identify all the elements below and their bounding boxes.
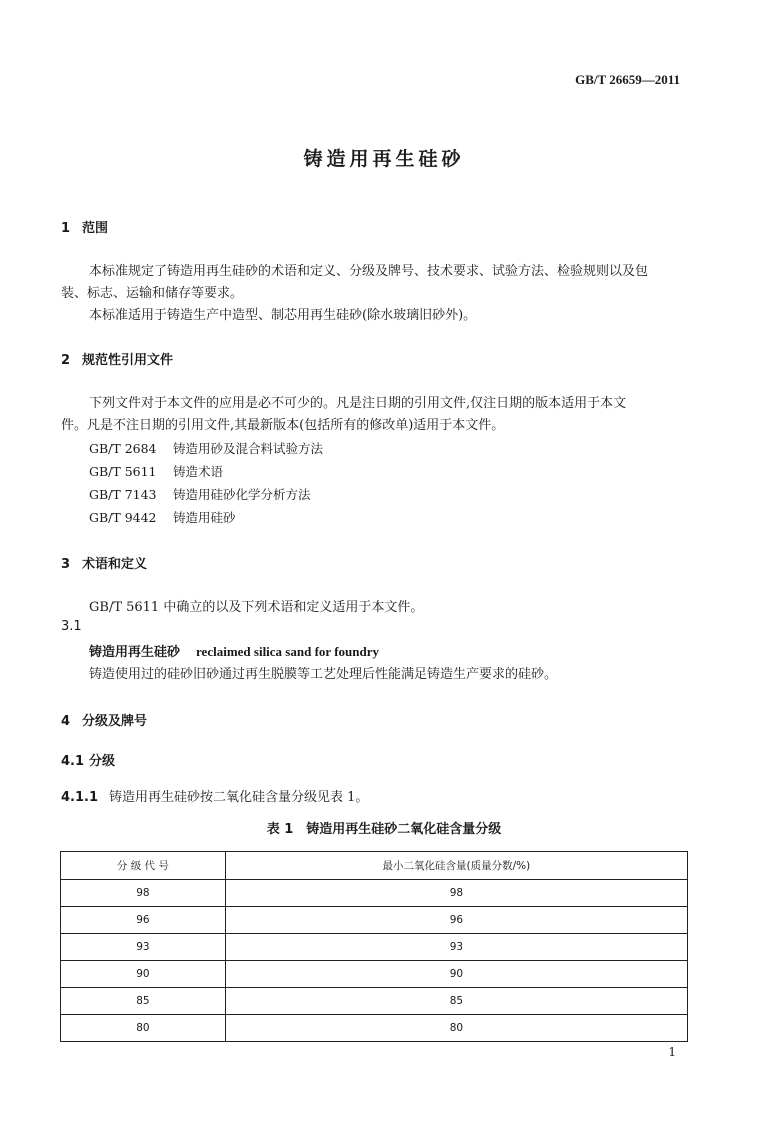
section-title: 分级及牌号 — [82, 714, 148, 729]
grade-code-cell: 85 — [61, 988, 226, 1015]
document-code: GB/T 26659—2011 — [575, 72, 680, 87]
table-caption: 表 1 铸造用再生硅砂二氧化硅含量分级 — [266, 822, 502, 837]
table-row — [61, 880, 688, 907]
table-row — [61, 961, 688, 988]
reference-item — [89, 508, 236, 526]
min-sio2-cell: 80 — [225, 1015, 687, 1042]
paragraph: GB/T 5611 中确立的以及下列术语和定义适用于本文件。 — [89, 600, 424, 615]
table-row — [61, 988, 688, 1015]
subsection-title: 分级 — [89, 754, 116, 769]
section-heading-normative-references — [61, 349, 173, 368]
min-sio2-cell: 93 — [225, 934, 687, 961]
reference-item — [89, 462, 223, 480]
grade-code-cell: 93 — [61, 934, 226, 961]
grade-code-cell: 96 — [61, 907, 226, 934]
reference-title: 铸造用砂及混合料试验方法 — [173, 441, 324, 456]
paragraph-line: 件。凡是不注日期的引用文件,其最新版本(包括所有的修改单)适用于本文件。 — [61, 418, 505, 433]
min-sio2-cell: 85 — [225, 988, 687, 1015]
section-number: 4 — [61, 714, 71, 729]
paragraph-line: 装、标志、运输和储存等要求。 — [61, 286, 244, 301]
paragraph-line: 下列文件对于本文件的应用是必不可少的。凡是注日期的引用文件,仅注日期的版本适用于本文 — [89, 396, 627, 411]
section-heading-terms — [61, 553, 147, 572]
subsection-number: 4.1 — [61, 754, 85, 769]
section-title: 规范性引用文件 — [82, 353, 174, 368]
term-chinese: 铸造用再生硅砂 — [89, 645, 181, 660]
reference-title: 铸造术语 — [173, 464, 224, 479]
table-row — [61, 934, 688, 961]
section-heading-scope — [61, 217, 108, 236]
paragraph: 本标准适用于铸造生产中造型、制芯用再生硅砂(除水玻璃旧砂外)。 — [89, 308, 477, 323]
clause-number: 4.1.1 — [61, 790, 99, 805]
grade-code-cell: 98 — [61, 880, 226, 907]
table-header-row — [61, 852, 688, 880]
grade-table — [60, 851, 688, 1042]
clause-number: 3.1 — [61, 619, 82, 634]
clause-body: 铸造用再生硅砂按二氧化硅含量分级见表 1。 — [109, 790, 369, 805]
section-title: 术语和定义 — [82, 557, 148, 572]
grade-code-cell: 90 — [61, 961, 226, 988]
section-number: 2 — [61, 353, 71, 368]
reference-code: GB/T 5611 — [89, 464, 157, 479]
subsection-heading — [61, 750, 115, 769]
column-header-min-sio2: 最小二氧化硅含量(质量分数/%) — [225, 852, 687, 880]
reference-item — [89, 439, 323, 457]
min-sio2-cell: 90 — [225, 961, 687, 988]
reference-code: GB/T 7143 — [89, 487, 157, 502]
section-number: 1 — [61, 221, 71, 236]
section-title: 范围 — [82, 221, 109, 236]
term-english: reclaimed silica sand for foundry — [196, 644, 379, 659]
section-heading-grading — [61, 710, 147, 729]
column-header-grade-code: 分 级 代 号 — [61, 852, 226, 880]
page-number: 1 — [668, 1045, 676, 1059]
section-number: 3 — [61, 557, 71, 572]
reference-code: GB/T 2684 — [89, 441, 157, 456]
grade-code-cell: 80 — [61, 1015, 226, 1042]
term-entry — [89, 641, 379, 660]
document-title: 铸造用再生硅砂 — [303, 148, 465, 170]
reference-title: 铸造用硅砂 — [173, 510, 236, 525]
term-definition: 铸造使用过的硅砂旧砂通过再生脱膜等工艺处理后性能满足铸造生产要求的硅砂。 — [89, 667, 558, 682]
reference-title: 铸造用硅砂化学分析方法 — [173, 487, 311, 502]
min-sio2-cell: 96 — [225, 907, 687, 934]
table-row — [61, 907, 688, 934]
min-sio2-cell: 98 — [225, 880, 687, 907]
reference-item — [89, 485, 311, 503]
paragraph-line: 本标准规定了铸造用再生硅砂的术语和定义、分级及牌号、技术要求、试验方法、检验规则以及包 — [89, 264, 649, 279]
reference-code: GB/T 9442 — [89, 510, 157, 525]
clause-text — [61, 786, 368, 805]
table-row — [61, 1015, 688, 1042]
